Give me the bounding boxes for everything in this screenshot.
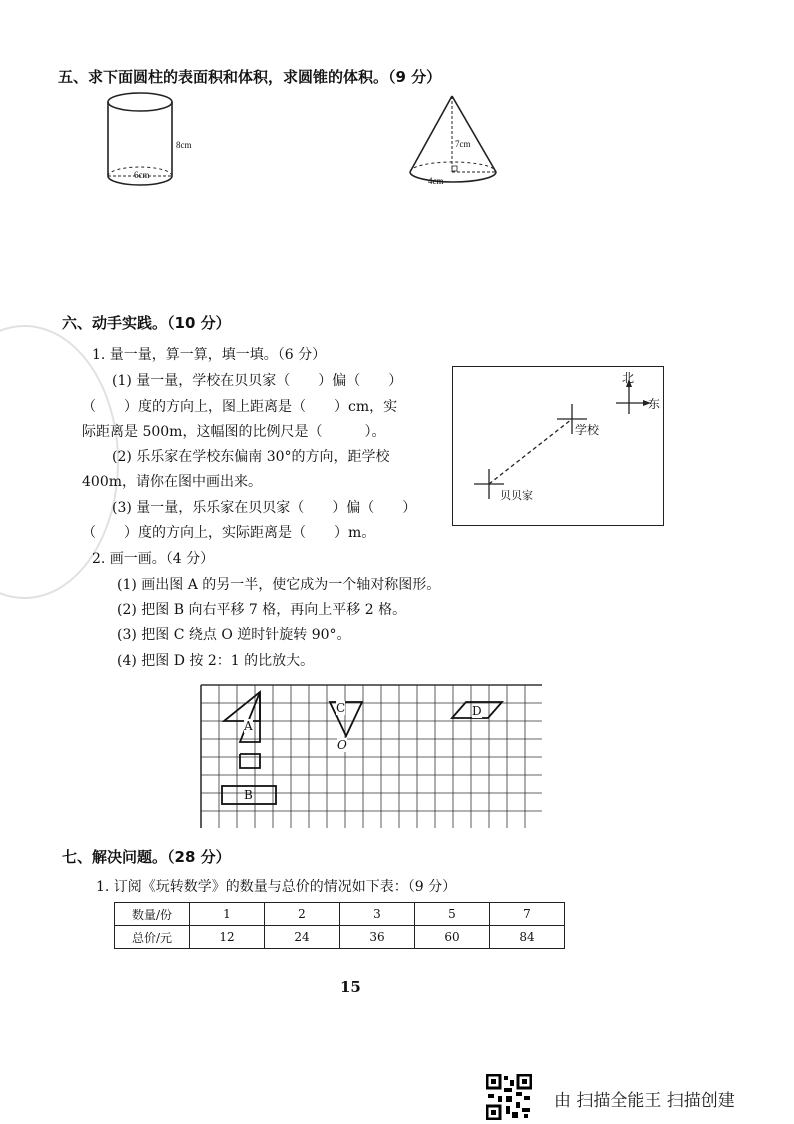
- figure-b-stem: [240, 754, 260, 768]
- q5-title: 五、求下面圆柱的表面积和体积，求圆锥的体积。（9 分）: [58, 68, 442, 86]
- q6-part2-item2: (2) 把图 B 向右平移 7 格，再向上平移 2 格。: [117, 602, 407, 618]
- q6-title: 六、动手实践。（10 分）: [62, 314, 231, 332]
- q6-part1-title: 1. 量一量，算一算，填一填。（6 分）: [92, 347, 327, 363]
- q6-part1-item2-line2: 400m，请你在图中画出来。: [82, 474, 262, 490]
- q7-title: 七、解决问题。（28 分）: [62, 848, 231, 866]
- table-cell: 2: [265, 903, 340, 926]
- q6-part1-item1-line3: 际距离是 500m，这幅图的比例尺是（ ）。: [82, 424, 386, 440]
- table-cell: 5: [415, 903, 490, 926]
- grid-label-o: O: [337, 738, 347, 752]
- table-cell: 84: [490, 926, 565, 949]
- table-row: [115, 903, 565, 926]
- cone-height-label: 7cm: [455, 139, 471, 149]
- qr-code-icon: [486, 1074, 532, 1120]
- map-home-label: 贝贝家: [500, 489, 533, 502]
- q6-part2-item1: (1) 画出图 A 的另一半，使它成为一个轴对称图形。: [117, 577, 441, 593]
- drawing-grid: [200, 684, 542, 828]
- figure-c-triangle: [330, 702, 362, 736]
- price-table: [114, 902, 565, 949]
- q6-part2-title: 2. 画一画。（4 分）: [92, 551, 215, 567]
- cylinder-height-label: 8cm: [176, 140, 192, 150]
- footer-text: 由 扫描全能王 扫描创建: [554, 1091, 735, 1111]
- table-cell: 12: [190, 926, 265, 949]
- grid-label-c: C: [336, 701, 346, 715]
- table-row: [115, 926, 565, 949]
- map-north-label: 北: [622, 371, 635, 385]
- table-cell: 36: [340, 926, 415, 949]
- grid-label-b: B: [244, 788, 253, 802]
- q6-part1-item3-line2: （ ）度的方向上，实际距离是（ ）m。: [82, 525, 376, 541]
- q7-part1-title: 1. 订阅《玩转数学》的数量与总价的情况如下表：（9 分）: [96, 879, 457, 895]
- page-number: 15: [340, 978, 361, 996]
- grid-label-d: D: [472, 704, 482, 718]
- table-cell: 7: [490, 903, 565, 926]
- map-school-label: 学校: [575, 423, 600, 437]
- q6-part2-item4: (4) 把图 D 按 2：1 的比放大。: [117, 653, 315, 669]
- table-cell: 3: [340, 903, 415, 926]
- q6-part1-item1-line1: (1) 量一量，学校在贝贝家（ ）偏（ ）: [112, 373, 403, 389]
- cone-radius-label: 4cm: [428, 176, 444, 186]
- q6-part1-item2-line1: (2) 乐乐家在学校东偏南 30°的方向，距学校: [112, 449, 390, 465]
- cylinder-figure: [100, 90, 240, 190]
- q6-part1-item1-line2: （ ）度的方向上，图上距离是（ ）cm，实: [82, 399, 398, 415]
- table-cell: 1: [190, 903, 265, 926]
- table-cell: 60: [415, 926, 490, 949]
- table-header-cell: 总价/元: [115, 926, 190, 949]
- table-header-cell: 数量/份: [115, 903, 190, 926]
- q6-part2-item3: (3) 把图 C 绕点 O 逆时针旋转 90°。: [117, 627, 351, 643]
- map-east-label: 东: [648, 397, 661, 411]
- map-drawing: [452, 366, 664, 526]
- table-cell: 24: [265, 926, 340, 949]
- grid-label-a: A: [244, 719, 253, 733]
- cylinder-diameter-label: 6cm: [134, 170, 150, 180]
- q6-part1-item3-line1: (3) 量一量，乐乐家在贝贝家（ ）偏（ ）: [112, 500, 417, 516]
